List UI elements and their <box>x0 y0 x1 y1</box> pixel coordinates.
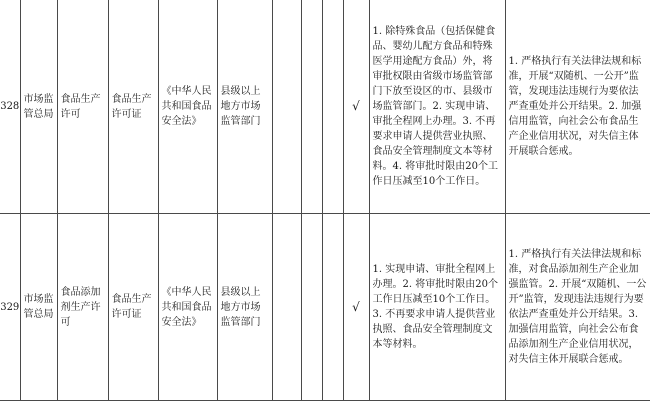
row-number: 328 <box>0 0 20 214</box>
empty-cell <box>322 0 343 214</box>
approval-authority-cell: 县级以上地方市场监管部门 <box>217 214 272 401</box>
empty-cell <box>301 214 322 401</box>
empty-cell <box>272 214 301 401</box>
item-name-cell: 食品添加剂生产许可 <box>57 214 108 401</box>
empty-cell <box>272 0 301 214</box>
category-cell: 食品生产许可证 <box>108 214 158 401</box>
category-cell: 食品生产许可证 <box>108 0 158 214</box>
department-cell: 市场监管总局 <box>20 214 57 401</box>
approval-authority-cell: 县级以上地方市场监管部门 <box>217 0 272 214</box>
reform-measures-cell: 1. 除特殊食品（包括保健食品、婴幼儿配方食品和特殊医学用途配方食品）外，将审批权限由省级市场监管部门下放至设区的市、县级市场监管部门。2. 实现申请、审批全程网上办理。3. 不再要求申请人提供营业执照、食品安全管理制度文本等材料。4. 将审批时限由20个工作日压减至10个工作日。 <box>369 0 505 214</box>
supervision-measures-cell: 1. 严格执行有关法律法规和标准，开展“双随机、一公开”监管，发现违法违规行为要依法严查重处并公开结果。2. 加强信用监管，向社会公布食品生产企业信用状况，对失信主体开展联合惩戒。 <box>505 0 650 214</box>
item-name-cell: 食品生产许可 <box>57 0 108 214</box>
check-mark-cell: √ <box>343 214 369 401</box>
legal-basis-cell: 《中华人民共和国食品安全法》 <box>158 0 217 214</box>
department-cell: 市场监管总局 <box>20 0 57 214</box>
supervision-measures-cell: 1. 严格执行有关法律法规和标准，对食品添加剂生产企业加强监管。2. 开展“双随机、一公开”监管，发现违法违规行为要依法严查重处并公开结果。3. 加强信用监管，向社会公布食品添加剂生产企业信用状况，对失信主体开展联合惩戒。 <box>505 214 650 401</box>
empty-cell <box>322 214 343 401</box>
row-number: 329 <box>0 214 20 401</box>
table-row <box>0 214 650 401</box>
empty-cell <box>301 0 322 214</box>
legal-basis-cell: 《中华人民共和国食品安全法》 <box>158 214 217 401</box>
check-mark-cell: √ <box>343 0 369 214</box>
reform-measures-cell: 1. 实现申请、审批全程网上办理。2. 将审批时限由20个工作日压减至10个工作日。3. 不再要求申请人提供营业执照、食品安全管理制度文本等材料。 <box>369 214 505 401</box>
